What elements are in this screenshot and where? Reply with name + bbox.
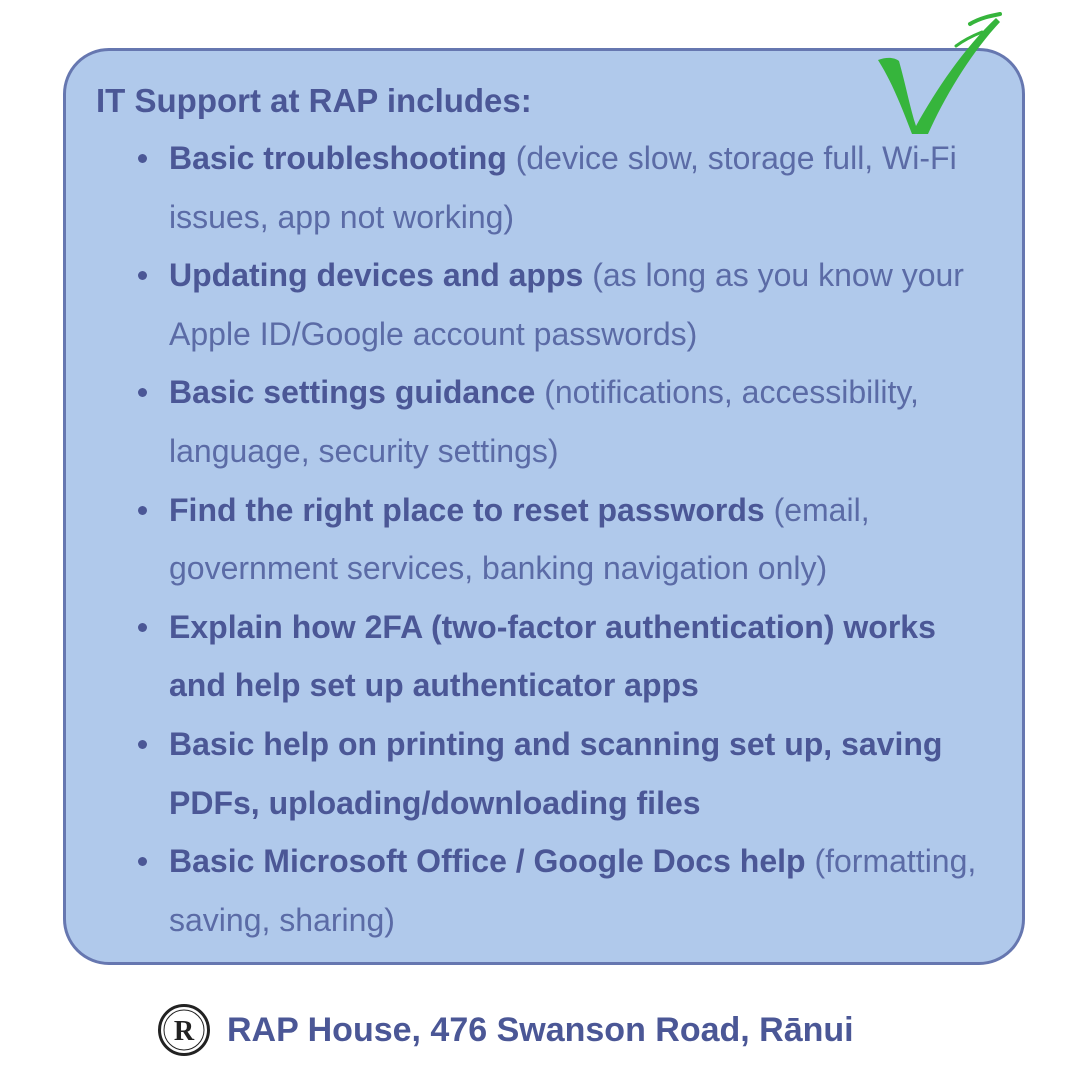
list-item-settings: [134, 363, 994, 480]
bullet-icon: [138, 388, 147, 397]
support-list: [134, 129, 994, 949]
rap-logo-icon: [157, 1003, 211, 1057]
item-detail: (device slow, storage full, Wi-Fi issues, app not working): [169, 140, 957, 235]
item-title: Explain how 2FA (two-factor authentication) works and help set up authenticator apps: [169, 608, 936, 704]
list-item-2fa: [134, 598, 994, 715]
item-title: Find the right place to reset passwords: [169, 491, 765, 528]
checkmark-icon: [872, 10, 1004, 135]
item-title: Basic help on printing and scanning set up, saving PDFs, uploading/downloading files: [169, 725, 943, 821]
bullet-icon: [138, 623, 147, 632]
item-title: Updating devices and apps: [169, 257, 584, 294]
item-detail: (email, government services, banking navigation only): [169, 491, 870, 587]
footer: [157, 1002, 854, 1058]
bullet-icon: [138, 740, 147, 749]
bullet-icon: [138, 857, 147, 866]
logo-letter: R: [173, 1016, 195, 1047]
list-item-updating: [134, 246, 994, 363]
card-title: IT Support at RAP includes:: [96, 82, 532, 119]
list-item-troubleshooting: [134, 129, 994, 246]
item-detail: (notifications, accessibility, language, security settings): [169, 374, 919, 469]
bullet-icon: [138, 271, 147, 280]
list-item-office: [134, 832, 994, 949]
it-support-card: [63, 48, 1025, 965]
bullet-icon: [138, 506, 147, 515]
list-item-printing: [134, 715, 994, 832]
footer-address: RAP House, 476 Swanson Road, Rānui: [227, 1010, 854, 1049]
item-title: Basic settings guidance: [169, 374, 536, 411]
item-title: Basic troubleshooting: [169, 140, 507, 176]
item-detail: (as long as you know your Apple ID/Google account passwords): [169, 257, 964, 352]
item-title: Basic Microsoft Office / Google Docs help: [169, 843, 806, 880]
item-detail: (formatting, saving, sharing): [169, 843, 977, 938]
bullet-icon: [138, 154, 147, 163]
list-item-passwords: [134, 481, 994, 598]
